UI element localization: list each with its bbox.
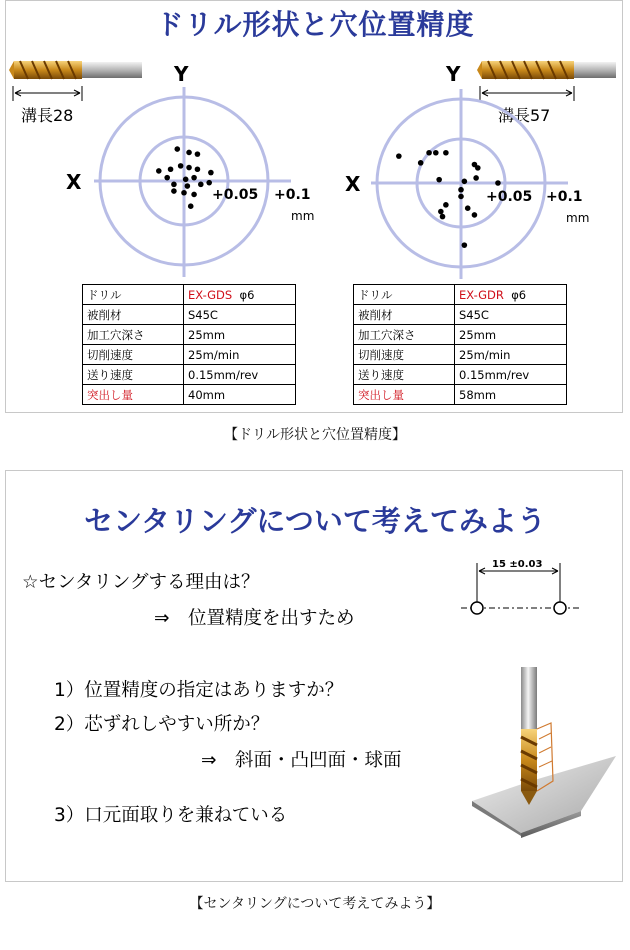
table-row: 加工穴深さ 25mm — [83, 325, 296, 345]
scatter-point — [436, 177, 442, 183]
table-row: 被削材 S45C — [354, 305, 567, 325]
scatter-point — [168, 166, 174, 172]
drill-on-slope-icon — [472, 667, 616, 838]
table-row: 突出し量 58mm — [354, 385, 567, 405]
table-row: 突出し量 40mm — [83, 385, 296, 405]
tick-005-right: +0.05 — [486, 189, 533, 205]
tick-01-left: +0.1 — [274, 187, 311, 203]
flute-length-arrow-right — [480, 86, 574, 101]
scatter-point — [171, 188, 177, 194]
scatter-point — [181, 190, 187, 196]
scatter-point — [418, 160, 424, 166]
centering-figure — [6, 471, 624, 883]
short-flute-drill-icon — [9, 61, 142, 79]
scatter-point — [458, 187, 464, 193]
scatter-point — [186, 165, 192, 171]
pitch-dimension: 15 ±0.03 — [492, 559, 543, 570]
long-flute-drill-icon — [477, 61, 616, 79]
hole-pitch-diagram — [461, 563, 580, 614]
table-row: 送り速度 0.15mm/rev — [83, 365, 296, 385]
scatter-point — [465, 205, 471, 211]
scatter-point — [433, 150, 439, 156]
scatter-point — [206, 180, 212, 186]
drill-model-right: EX-GDR — [459, 287, 504, 302]
table-row: ドリル EX-GDS φ6 — [83, 285, 296, 305]
y-axis-label-left: Y — [174, 62, 189, 86]
hole-accuracy-panel — [5, 0, 623, 413]
flute-length-label-left: 溝長28 — [21, 106, 74, 125]
scatter-point — [458, 194, 464, 200]
scatter-point — [178, 163, 184, 169]
scatter-point — [188, 203, 194, 209]
tick-01-right: +0.1 — [546, 189, 583, 205]
scatter-point — [473, 175, 479, 181]
centering-question: ☆センタリングする理由は？ — [22, 572, 260, 593]
scatter-point — [475, 165, 481, 171]
table-row: ドリル EX-GDR φ6 — [354, 285, 567, 305]
spec-table-left — [82, 284, 296, 405]
spec-table-right — [353, 284, 567, 405]
table-row: 送り速度 0.15mm/rev — [354, 365, 567, 385]
x-axis-label-right: X — [345, 172, 361, 196]
figure-caption-2: 【センタリングについて考えてみよう】 — [189, 896, 441, 912]
scatter-point — [164, 175, 170, 181]
scatter-point — [443, 150, 449, 156]
scatter-point — [191, 192, 197, 198]
scatter-point — [396, 153, 402, 159]
scatter-point — [208, 170, 214, 176]
target-left — [94, 87, 291, 277]
figure-caption-1: 【ドリル形状と穴位置精度】 — [224, 427, 406, 443]
table-row: 切削速度 25m/min — [83, 345, 296, 365]
scatter-point — [472, 212, 478, 218]
point-2: 2）芯ずれしやすい所か？ — [54, 714, 270, 735]
scatter-point — [185, 183, 191, 189]
point-3: 3）口元面取りを兼ねている — [54, 805, 288, 826]
point-1: 1）位置精度の指定はありますか？ — [54, 680, 344, 701]
centering-answer: ⇒ 位置精度を出すため — [154, 608, 355, 629]
flute-length-label-right: 溝長57 — [498, 106, 551, 125]
scatter-point — [171, 182, 177, 188]
table-row: 切削速度 25m/min — [354, 345, 567, 365]
tick-005-left: +0.05 — [212, 187, 259, 203]
centering-title: センタリングについて考えてみよう — [84, 504, 546, 538]
scatter-point — [156, 168, 162, 174]
centering-panel — [5, 470, 623, 882]
scatter-point — [195, 166, 201, 172]
unit-right: mm — [566, 211, 590, 225]
scatter-point — [462, 242, 468, 248]
scatter-point — [183, 177, 189, 183]
scatter-point — [174, 146, 180, 152]
hole-accuracy-title: ドリル形状と穴位置精度 — [155, 8, 475, 41]
scatter-point — [191, 175, 197, 181]
point-2-answer: ⇒ 斜面・凸凹面・球面 — [201, 750, 402, 771]
table-row: 被削材 S45C — [83, 305, 296, 325]
unit-left: mm — [291, 209, 315, 223]
drill-model-left: EX-GDS — [188, 287, 233, 302]
scatter-point — [495, 180, 501, 186]
y-axis-label-right: Y — [446, 62, 461, 86]
scatter-point — [186, 150, 192, 156]
x-axis-label-left: X — [66, 170, 82, 194]
scatter-point — [440, 214, 446, 220]
scatter-point — [443, 202, 449, 208]
scatter-point — [462, 179, 468, 185]
flute-length-arrow-left — [13, 86, 82, 101]
scatter-point — [438, 209, 444, 215]
scatter-point — [195, 151, 201, 157]
scatter-point — [198, 182, 204, 188]
scatter-point — [426, 150, 432, 156]
table-row: 加工穴深さ 25mm — [354, 325, 567, 345]
